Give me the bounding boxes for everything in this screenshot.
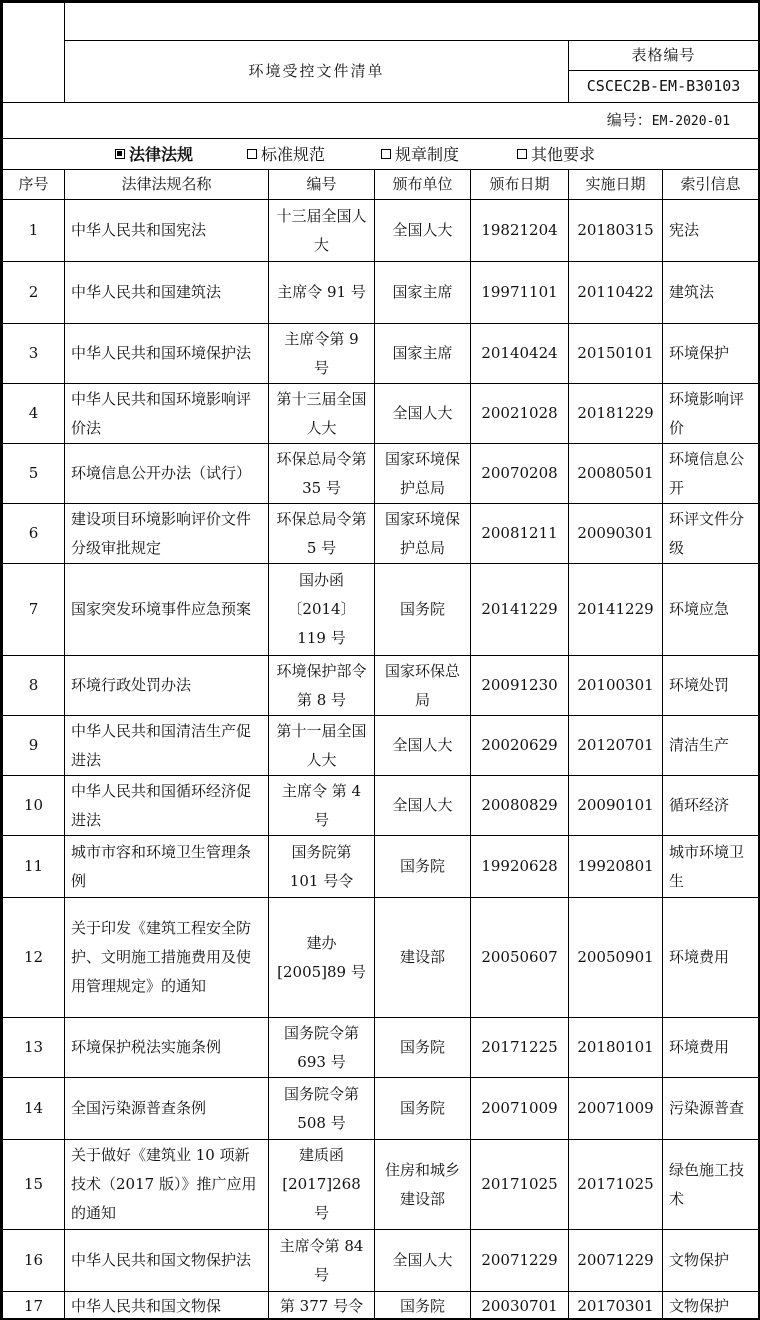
row-number: 6: [3, 504, 65, 564]
index-info: 环境影响评价: [663, 384, 759, 444]
issue-date: 19971101: [471, 262, 569, 324]
law-name: 关于做好《建筑业 10 项新技术（2017 版）》推广应用的通知: [65, 1140, 269, 1230]
row-number: 7: [3, 564, 65, 656]
category-standards[interactable]: 标准规范: [247, 140, 325, 169]
column-header-row: [3, 170, 759, 200]
issue-date: 20020629: [471, 716, 569, 776]
law-name: 环境信息公开办法（试行）: [65, 444, 269, 504]
effective-date: 20090101: [569, 776, 663, 836]
law-code: 环保总局令第 5 号: [269, 504, 375, 564]
law-name: 环境行政处罚办法: [65, 656, 269, 716]
checkbox-checked-icon[interactable]: [115, 149, 125, 159]
index-info: 城市环境卫生: [663, 836, 759, 898]
table-row: [3, 1292, 759, 1320]
issuing-authority: 国务院: [375, 836, 471, 898]
form-number-label: 表格编号: [569, 41, 759, 71]
law-name: 中华人民共和国循环经济促进法: [65, 776, 269, 836]
issue-date: 20081211: [471, 504, 569, 564]
table-row: [3, 1230, 759, 1292]
logo-cell: [3, 3, 65, 103]
row-number: 13: [3, 1018, 65, 1078]
row-number: 2: [3, 262, 65, 324]
table-row: [3, 1018, 759, 1078]
index-info: 环境信息公开: [663, 444, 759, 504]
effective-date: 20050901: [569, 898, 663, 1018]
issuing-authority: 全国人大: [375, 716, 471, 776]
effective-date: 20180315: [569, 200, 663, 262]
index-info: 环境费用: [663, 898, 759, 1018]
effective-date: 19920801: [569, 836, 663, 898]
table-row: [3, 200, 759, 262]
issuing-authority: 国家环境保护总局: [375, 444, 471, 504]
col-header-effective: 实施日期: [569, 170, 663, 200]
table-row: [3, 1078, 759, 1140]
law-code: 第 377 号令: [269, 1292, 375, 1320]
category-selector: [3, 139, 759, 170]
issuing-authority: 国家环保总局: [375, 656, 471, 716]
index-info: 环境应急: [663, 564, 759, 656]
table-row: [3, 444, 759, 504]
law-code: 环境保护部令第 8 号: [269, 656, 375, 716]
issue-date: 20071009: [471, 1078, 569, 1140]
issue-date: 20171225: [471, 1018, 569, 1078]
checkbox-icon[interactable]: [517, 149, 527, 159]
table-row: [3, 776, 759, 836]
doc-number: [3, 103, 759, 139]
law-name: 全国污染源普查条例: [65, 1078, 269, 1140]
effective-date: 20090301: [569, 504, 663, 564]
effective-date: 20181229: [569, 384, 663, 444]
issuing-authority: 国家环境保护总局: [375, 504, 471, 564]
table-row: [3, 504, 759, 564]
table-row: [3, 716, 759, 776]
law-name: 中华人民共和国文物保护法: [65, 1230, 269, 1292]
issue-date: 20070208: [471, 444, 569, 504]
row-number: 5: [3, 444, 65, 504]
doc-number-label: 编号：: [606, 110, 652, 129]
effective-date: 20171025: [569, 1140, 663, 1230]
effective-date: 20080501: [569, 444, 663, 504]
law-code: 国务院第 101 号令: [269, 836, 375, 898]
row-number: 1: [3, 200, 65, 262]
index-info: 文物保护: [663, 1292, 759, 1320]
row-number: 14: [3, 1078, 65, 1140]
effective-date: 20141229: [569, 564, 663, 656]
issue-date: 20171025: [471, 1140, 569, 1230]
issuing-authority: 国务院: [375, 1078, 471, 1140]
law-name: 城市市容和环境卫生管理条例: [65, 836, 269, 898]
table-row: [3, 564, 759, 656]
row-number: 16: [3, 1230, 65, 1292]
law-code: 主席令 第 4 号: [269, 776, 375, 836]
law-code: 建质函[2017]268 号: [269, 1140, 375, 1230]
law-code: 国务院令第 693 号: [269, 1018, 375, 1078]
effective-date: 20150101: [569, 324, 663, 384]
controlled-documents-table: [2, 2, 759, 1320]
issue-date: 20140424: [471, 324, 569, 384]
row-number: 4: [3, 384, 65, 444]
issue-date: 20091230: [471, 656, 569, 716]
table-row: [3, 324, 759, 384]
index-info: 绿色施工技术: [663, 1140, 759, 1230]
table-row: [3, 262, 759, 324]
header-blank-cell: [65, 3, 759, 41]
index-info: 循环经济: [663, 776, 759, 836]
doc-number-row: [3, 103, 759, 139]
issue-date: 20141229: [471, 564, 569, 656]
issuing-authority: 建设部: [375, 898, 471, 1018]
issuing-authority: 国家主席: [375, 262, 471, 324]
row-number: 10: [3, 776, 65, 836]
row-number: 17: [3, 1292, 65, 1320]
issuing-authority: 全国人大: [375, 384, 471, 444]
law-code: 主席令第 84 号: [269, 1230, 375, 1292]
issue-date: 20030701: [471, 1292, 569, 1320]
law-code: 环保总局令第 35 号: [269, 444, 375, 504]
row-number: 3: [3, 324, 65, 384]
issue-date: 19821204: [471, 200, 569, 262]
law-code: 第十三届全国人大: [269, 384, 375, 444]
law-name: 中华人民共和国清洁生产促进法: [65, 716, 269, 776]
index-info: 建筑法: [663, 262, 759, 324]
form-title: 环境受控文件清单: [65, 41, 569, 103]
effective-date: 20120701: [569, 716, 663, 776]
index-info: 环境费用: [663, 1018, 759, 1078]
checkbox-icon[interactable]: [381, 149, 391, 159]
header-title-row: [3, 41, 759, 71]
issue-date: 20021028: [471, 384, 569, 444]
row-number: 12: [3, 898, 65, 1018]
category-row: [3, 139, 759, 170]
col-header-no: 序号: [3, 170, 65, 200]
issue-date: 20071229: [471, 1230, 569, 1292]
issuing-authority: 全国人大: [375, 776, 471, 836]
issue-date: 20050607: [471, 898, 569, 1018]
col-header-issuer: 颁布单位: [375, 170, 471, 200]
law-code: 国务院令第 508 号: [269, 1078, 375, 1140]
law-name: 建设项目环境影响评价文件分级审批规定: [65, 504, 269, 564]
col-header-issued: 颁布日期: [471, 170, 569, 200]
law-name: 关于印发《建筑工程安全防护、文明施工措施费用及使用管理规定》的通知: [65, 898, 269, 1018]
category-laws[interactable]: 法律法规: [115, 140, 193, 169]
table-row: [3, 1140, 759, 1230]
law-name: 环境保护税法实施条例: [65, 1018, 269, 1078]
law-code: 主席令第 9 号: [269, 324, 375, 384]
issuing-authority: 国家主席: [375, 324, 471, 384]
checkbox-icon[interactable]: [247, 149, 257, 159]
table-row: [3, 898, 759, 1018]
effective-date: 20100301: [569, 656, 663, 716]
law-code: 国办函〔2014〕119 号: [269, 564, 375, 656]
index-info: 环境处罚: [663, 656, 759, 716]
effective-date: 20071229: [569, 1230, 663, 1292]
effective-date: 20180101: [569, 1018, 663, 1078]
issuing-authority: 住房和城乡建设部: [375, 1140, 471, 1230]
index-info: 宪法: [663, 200, 759, 262]
row-number: 9: [3, 716, 65, 776]
col-header-index: 索引信息: [663, 170, 759, 200]
issuing-authority: 国务院: [375, 564, 471, 656]
category-regulations[interactable]: 规章制度: [381, 140, 459, 169]
form-number-value: CSCEC2B-EM-B30103: [569, 71, 759, 103]
law-name: 国家突发环境事件应急预案: [65, 564, 269, 656]
law-name: 中华人民共和国环境影响评价法: [65, 384, 269, 444]
col-header-code: 编号: [269, 170, 375, 200]
law-code: 十三届全国人大: [269, 200, 375, 262]
effective-date: 20071009: [569, 1078, 663, 1140]
law-name: 中华人民共和国建筑法: [65, 262, 269, 324]
index-info: 文物保护: [663, 1230, 759, 1292]
doc-number-value: EM-2020-01: [651, 113, 731, 129]
issuing-authority: 全国人大: [375, 1230, 471, 1292]
table-row: [3, 384, 759, 444]
law-code: 第十一届全国人大: [269, 716, 375, 776]
effective-date: 20170301: [569, 1292, 663, 1320]
issue-date: 20080829: [471, 776, 569, 836]
table-row: [3, 836, 759, 898]
col-header-name: 法律法规名称: [65, 170, 269, 200]
row-number: 11: [3, 836, 65, 898]
issuing-authority: 全国人大: [375, 200, 471, 262]
effective-date: 20110422: [569, 262, 663, 324]
issuing-authority: 国务院: [375, 1018, 471, 1078]
table-row: [3, 656, 759, 716]
issuing-authority: 国务院: [375, 1292, 471, 1320]
index-info: 环评文件分级: [663, 504, 759, 564]
law-name: 中华人民共和国环境保护法: [65, 324, 269, 384]
law-code: 建办[2005]89 号: [269, 898, 375, 1018]
index-info: 清洁生产: [663, 716, 759, 776]
row-number: 8: [3, 656, 65, 716]
law-name: 中华人民共和国宪法: [65, 200, 269, 262]
category-other[interactable]: 其他要求: [517, 140, 595, 169]
index-info: 污染源普查: [663, 1078, 759, 1140]
index-info: 环境保护: [663, 324, 759, 384]
law-name: 中华人民共和国文物保: [65, 1292, 269, 1320]
law-code: 主席令 91 号: [269, 262, 375, 324]
row-number: 15: [3, 1140, 65, 1230]
header-top-row: [3, 3, 759, 41]
table-body: [3, 200, 759, 1320]
issue-date: 19920628: [471, 836, 569, 898]
